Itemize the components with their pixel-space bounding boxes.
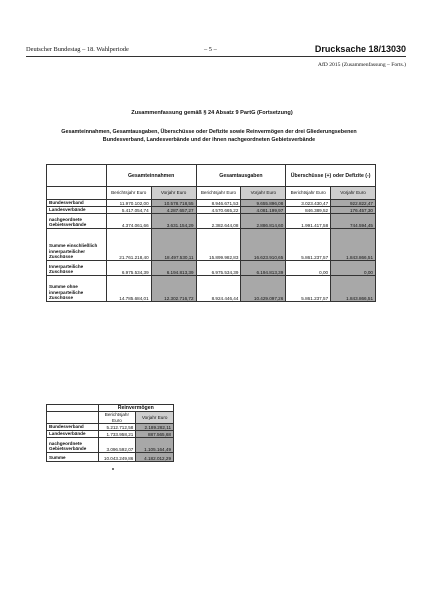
value-cell: 10.578.718,55 xyxy=(151,200,196,207)
value-cell: 10.429.097,26 xyxy=(241,276,286,302)
table-row xyxy=(47,438,174,453)
value-cell: 3.631.154,29 xyxy=(151,214,196,229)
table-row xyxy=(47,200,376,207)
page-number: – 5 – xyxy=(204,46,217,53)
table-row xyxy=(47,276,376,302)
value-cell: 1.991.417,58 xyxy=(286,214,331,229)
table-description: Gesamteinnahmen, Gesamtausgaben, Überschüsse oder Defizite sowie Reinvermögen der drei Gliederungsebenen Bundesverband, Landesverbände und der ihnen nachgeordneten Gebietsverbände xyxy=(61,129,357,143)
header-rule xyxy=(26,56,406,57)
value-cell: 1.843.866,51 xyxy=(331,229,376,261)
section-title: Zusammenfassung gemäß § 24 Absatz 9 PartG (Fortsetzung) xyxy=(131,110,293,116)
reinvermoegen-table xyxy=(46,404,174,462)
value-cell: 3.096.592,07 xyxy=(98,438,136,453)
value-cell: 2.189.282,11 xyxy=(136,424,174,431)
value-cell: 4.287.657,27 xyxy=(151,207,196,214)
page-header xyxy=(26,44,406,56)
value-cell: 5.861.237,57 xyxy=(286,276,331,302)
row-label: Bundesverband xyxy=(47,424,99,431)
value-cell: 14.785.684,01 xyxy=(106,276,151,302)
col-header-prev: Vorjahr Euro xyxy=(241,187,286,200)
value-cell: 18.497.530,11 xyxy=(151,229,196,261)
row-label: Summe xyxy=(47,453,99,462)
value-cell: 5.212.712,58 xyxy=(98,424,136,431)
col-header-prev: Vorjahr Euro xyxy=(136,412,174,424)
row-label: Bundesverband xyxy=(47,200,107,207)
value-cell: 3.023.430,47 xyxy=(286,200,331,207)
corner-cell xyxy=(47,405,99,412)
value-cell: 15.899.982,83 xyxy=(196,229,241,261)
table-row xyxy=(47,207,376,214)
value-cell: 4.182.012,29 xyxy=(136,453,174,462)
value-cell: 1.843.866,51 xyxy=(331,276,376,302)
value-cell: 1.105.164,49 xyxy=(136,438,174,453)
value-cell: 846.389,52 xyxy=(286,207,331,214)
group-header-einnahmen: Gesamteinnahmen xyxy=(106,165,196,187)
corner-cell xyxy=(47,165,107,187)
drucksache-number: Drucksache 18/13030 xyxy=(314,44,406,54)
value-cell: 11.970.102,00 xyxy=(106,200,151,207)
summary-table xyxy=(46,164,376,302)
value-cell: 1.733.958,21 xyxy=(98,431,136,438)
value-cell: 0,00 xyxy=(331,261,376,276)
corner-cell-2 xyxy=(47,187,107,200)
table-row xyxy=(47,261,376,276)
scan-speck xyxy=(112,468,114,470)
col-header-prev: Vorjahr Euro xyxy=(151,187,196,200)
row-label: Landesverbände xyxy=(47,207,107,214)
value-cell: 8.924.446,44 xyxy=(196,276,241,302)
group-header-ausgaben: Gesamtausgaben xyxy=(196,165,286,187)
value-cell: 6.194.813,39 xyxy=(241,261,286,276)
row-label: nachgeordnete Gebietsverbände xyxy=(47,438,99,453)
value-cell: 4.081.199,97 xyxy=(241,207,286,214)
value-cell: 4.374.061,66 xyxy=(106,214,151,229)
value-cell: 21.761.218,40 xyxy=(106,229,151,261)
table-row xyxy=(47,453,174,462)
value-cell: 4.570.665,22 xyxy=(196,207,241,214)
col-header-current: Berichtsjahr Euro xyxy=(98,412,136,424)
value-cell: 0,00 xyxy=(286,261,331,276)
value-cell: 2.382.644,08 xyxy=(196,214,241,229)
value-cell: 887.565,68 xyxy=(136,431,174,438)
col-header-current: Berichtsjahr Euro xyxy=(106,187,151,200)
value-cell: 744.594,45 xyxy=(331,214,376,229)
table-row xyxy=(47,424,174,431)
table-row xyxy=(47,229,376,261)
group-header-ueberschuesse: Überschüsse (+) oder Defizite (-) xyxy=(286,165,376,187)
row-label: Summe ohne innerparteiliche Zuschüsse xyxy=(47,276,107,302)
value-cell: 922.822,47 xyxy=(331,200,376,207)
value-cell: 9.655.896,08 xyxy=(241,200,286,207)
value-cell: 12.302.716,72 xyxy=(151,276,196,302)
col-header-prev: Vorjahr Euro xyxy=(331,187,376,200)
row-label: Summe einschließlich innerparteilicher Zuschüsse xyxy=(47,229,107,261)
value-cell: 8.946.671,53 xyxy=(196,200,241,207)
col-header-current: Berichtsjahr Euro xyxy=(196,187,241,200)
value-cell: 6.975.534,39 xyxy=(196,261,241,276)
row-label: Landesverbände xyxy=(47,431,99,438)
table-row xyxy=(47,431,174,438)
row-label: Innerparteiliche Zuschüsse xyxy=(47,261,107,276)
corner-cell-2 xyxy=(47,412,99,424)
value-cell: 6.975.534,39 xyxy=(106,261,151,276)
value-cell: 176.457,30 xyxy=(331,207,376,214)
subheader: AfD 2015 (Zusammenfassung – Forts.) xyxy=(317,62,406,68)
header-periode: Deutscher Bundestag – 18. Wahlperiode xyxy=(26,46,129,53)
value-cell: 16.623.910,65 xyxy=(241,229,286,261)
row-label: nachgeordnete Gebietsverbände xyxy=(47,214,107,229)
rv-title: Reinvermögen xyxy=(98,405,174,412)
value-cell: 2.886.814,60 xyxy=(241,214,286,229)
table-row xyxy=(47,214,376,229)
value-cell: 5.861.237,57 xyxy=(286,229,331,261)
value-cell: 10.043.249,86 xyxy=(98,453,136,462)
value-cell: 6.194.813,39 xyxy=(151,261,196,276)
value-cell: 5.417.054,74 xyxy=(106,207,151,214)
col-header-current: Berichtsjahr Euro xyxy=(286,187,331,200)
